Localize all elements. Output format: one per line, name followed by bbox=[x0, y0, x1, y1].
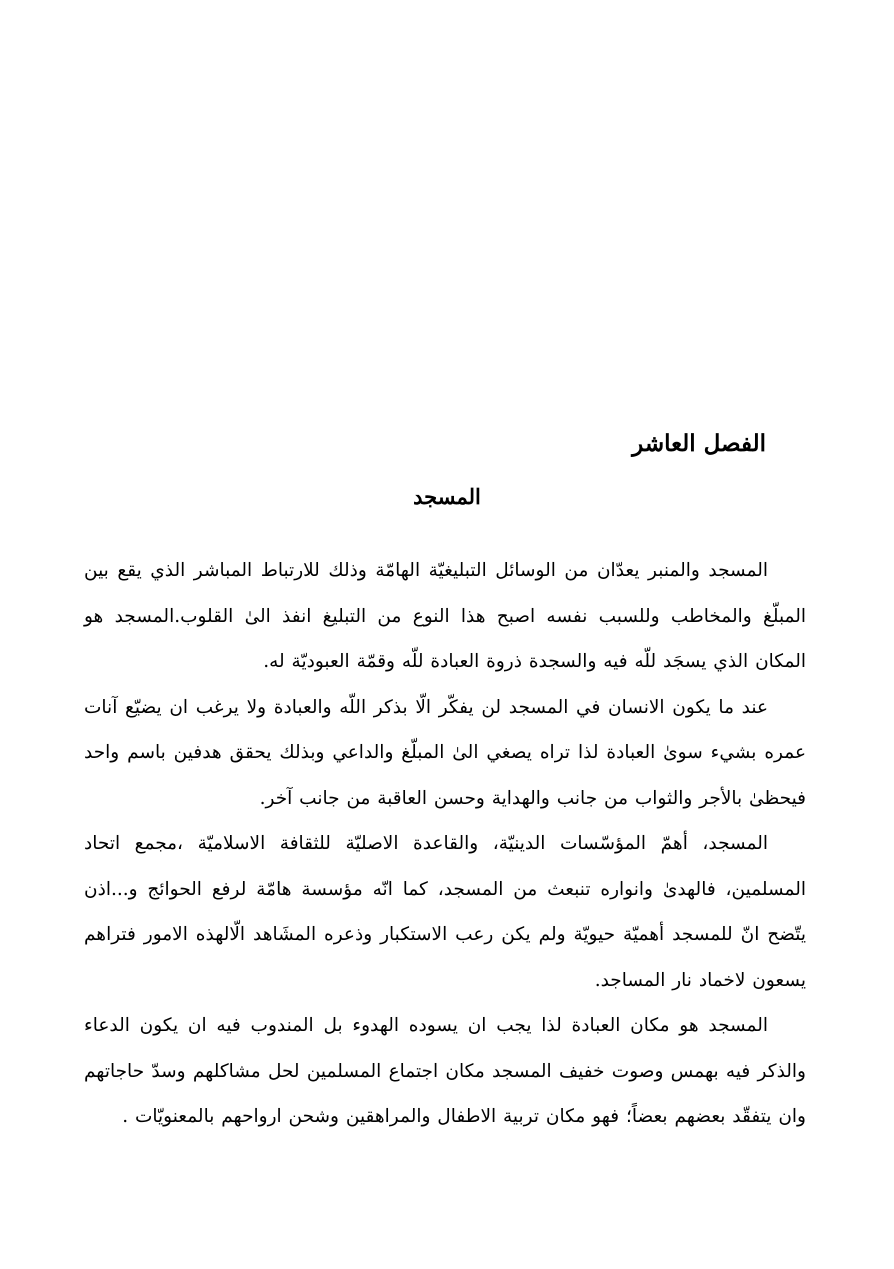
paragraph-2: عند ما يكون الانسان في المسجد لن يفكّر الّا بذكر اللّه والعبادة ولا يرغب ان يضيّع آنات عمره بشيء سوىٰ العبادة لذا تراه يصغي الىٰ المبلّغ والداعي وبذلك يحقق هدفين باسم واحد فيحظىٰ بالأجر والثواب من جانب والهداية وحسن العاقبة من جانب آخر. bbox=[84, 696, 806, 809]
paragraph-1: المسجد والمنبر يعدّان من الوسائل التبليغيّة الهامّة وذلك للارتباط المباشر الذي يقع بين المبلّغ والمخاطب وللسبب نفسه اصبح هذا النوع من التبليغ انفذ الىٰ القلوب.المسجد هو المكان الذي يسجَد للّه فيه والسجدة ذروة العبادة للّه وقمّة العبوديّة له. bbox=[84, 560, 806, 672]
chapter-title: الفصل العاشر bbox=[632, 430, 766, 457]
section-title: المسجد bbox=[413, 484, 481, 509]
paragraph-3: المسجد، أهمّ المؤسّسات الدينيّة، والقاعدة الاصليّة للثقافة الاسلاميّة ،مجمع اتحاد المسلمين، فالهدىٰ وانواره تنبعث من المسجد، كما انّه مؤسسة هامّة لرفع الحوائج و...اذن يتّضح انّ للمسجد أهميّة حيويّة ولم يكن رعب الاستكبار وذعره المشَاهد الّالهذه الامور فتراهم يسعون لاخماد نار المساجد. bbox=[84, 833, 806, 991]
body-text bbox=[84, 548, 806, 1140]
paragraph-4: المسجد هو مكان العبادة لذا يجب ان يسوده الهدوء بل المندوب فيه ان يكون الدعاء والذكر فيه بهمس وصوت خفيف المسجد مكان اجتماع المسلمين لحل مشاكلهم وسدّ حاجاتهم وان يتفقّد بعضهم بعضاً؛ فهو مكان تربية الاطفال والمراهقين وشحن ارواحهم بالمعنويّات . bbox=[84, 1015, 806, 1127]
